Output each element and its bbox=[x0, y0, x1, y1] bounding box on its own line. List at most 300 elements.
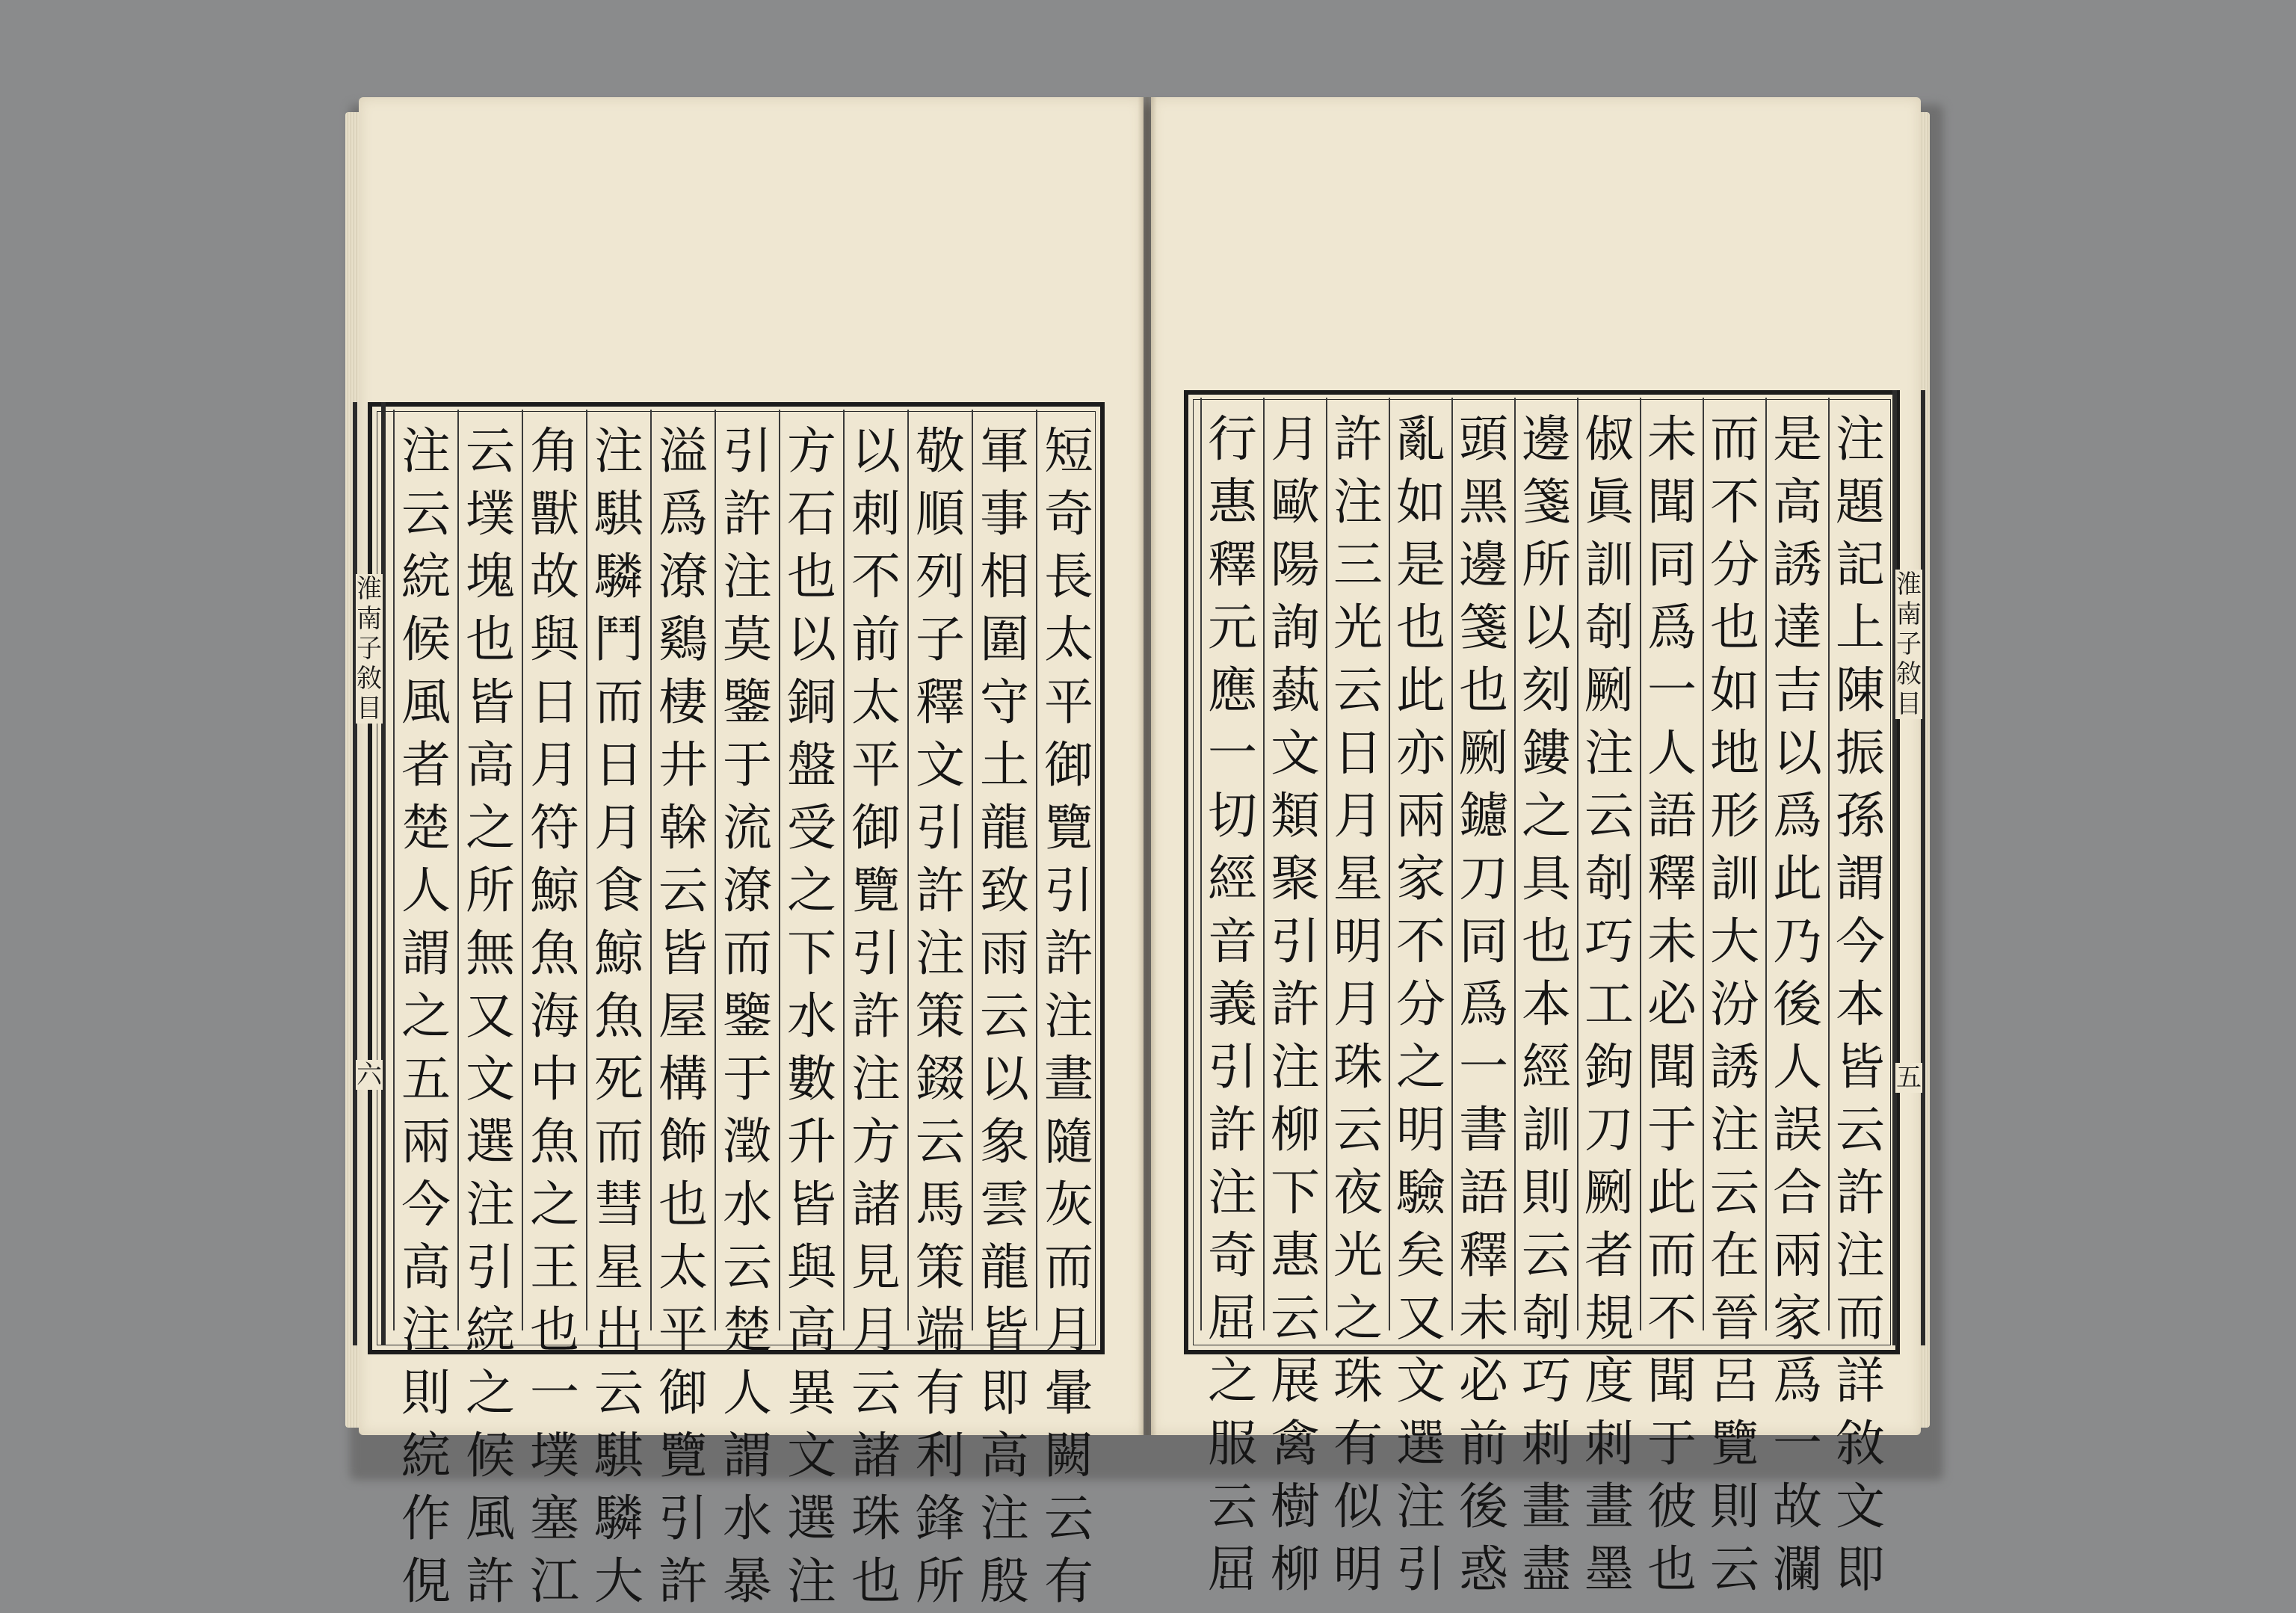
character: 隨 bbox=[1044, 1113, 1093, 1171]
character: 皆 bbox=[658, 925, 708, 982]
character: 驎 bbox=[594, 548, 644, 605]
character: 上 bbox=[1836, 599, 1885, 656]
character: 應 bbox=[1208, 661, 1257, 719]
character: 溢 bbox=[658, 422, 708, 480]
character: 所 bbox=[466, 862, 515, 919]
text-column bbox=[1327, 408, 1389, 1601]
character: 邊 bbox=[1459, 536, 1508, 593]
character: 訓 bbox=[1522, 1101, 1571, 1159]
character: 一 bbox=[1773, 1415, 1822, 1472]
character: 而 bbox=[723, 925, 772, 982]
character: 注 bbox=[1836, 1227, 1885, 1284]
character: 之 bbox=[1522, 787, 1571, 845]
character: 月 bbox=[851, 1301, 901, 1359]
character: 綄 bbox=[401, 548, 451, 605]
character: 規 bbox=[1584, 1289, 1634, 1347]
character: 頭 bbox=[1459, 410, 1508, 468]
character: 同 bbox=[1459, 913, 1508, 970]
character: 夜 bbox=[1333, 1164, 1383, 1221]
character: 之 bbox=[787, 862, 836, 919]
character: 出 bbox=[594, 1301, 644, 1359]
character: 軍 bbox=[980, 422, 1029, 480]
character: 許 bbox=[1208, 1101, 1257, 1159]
character: 順 bbox=[916, 485, 965, 543]
character: 合 bbox=[1773, 1164, 1822, 1221]
character: 本 bbox=[1522, 975, 1571, 1033]
character: 注 bbox=[401, 1301, 451, 1359]
character: 而 bbox=[594, 673, 644, 731]
character: 也 bbox=[1710, 599, 1759, 656]
character: 無 bbox=[466, 925, 515, 982]
character: 以 bbox=[1773, 724, 1822, 782]
character: 星 bbox=[594, 1239, 644, 1296]
character: 也 bbox=[466, 611, 515, 668]
character: 龍 bbox=[980, 799, 1029, 857]
character: 墣 bbox=[466, 485, 515, 543]
character: 具 bbox=[1522, 850, 1571, 907]
character: 云 bbox=[1584, 787, 1634, 845]
character: 列 bbox=[916, 548, 965, 605]
character: 許 bbox=[723, 485, 772, 543]
character: 許 bbox=[1836, 1164, 1885, 1221]
character: 如 bbox=[1396, 473, 1445, 531]
character: 釋 bbox=[1647, 850, 1697, 907]
character: 魚 bbox=[530, 1113, 579, 1171]
character: 類 bbox=[1271, 787, 1320, 845]
character: 亦 bbox=[1396, 724, 1445, 782]
character: 行 bbox=[1208, 410, 1257, 468]
character: 刀 bbox=[1459, 850, 1508, 907]
character: 者 bbox=[401, 736, 451, 794]
character: 文 bbox=[1271, 724, 1320, 782]
character: 之 bbox=[466, 1364, 515, 1422]
character: 題 bbox=[1836, 473, 1885, 531]
character: 以 bbox=[980, 1050, 1029, 1108]
book-gutter bbox=[1138, 97, 1157, 1435]
character: 異 bbox=[787, 1364, 836, 1422]
character: 驎 bbox=[594, 1490, 644, 1547]
character: 爲 bbox=[1459, 975, 1508, 1033]
character: 也 bbox=[787, 548, 836, 605]
character: 云 bbox=[1522, 1227, 1571, 1284]
character: 禽 bbox=[1271, 1415, 1320, 1472]
character: 爲 bbox=[1773, 787, 1822, 845]
character: 墨 bbox=[1584, 1540, 1634, 1598]
character: 達 bbox=[1773, 599, 1822, 656]
character: 食 bbox=[594, 862, 644, 919]
character: 三 bbox=[1333, 536, 1383, 593]
character: 鋒 bbox=[916, 1490, 965, 1547]
text-column bbox=[652, 420, 715, 1613]
character: 注 bbox=[1333, 473, 1383, 531]
right-page-number: 五 bbox=[1896, 1063, 1922, 1093]
character: 注 bbox=[401, 422, 451, 480]
character: 云 bbox=[1208, 1478, 1257, 1535]
character: 文 bbox=[787, 1427, 836, 1484]
character: 即 bbox=[980, 1364, 1029, 1422]
left-page-number: 六 bbox=[357, 1060, 382, 1090]
text-column bbox=[845, 420, 907, 1613]
character: 而 bbox=[1836, 1289, 1885, 1347]
character: 箋 bbox=[1459, 599, 1508, 656]
character: 飾 bbox=[658, 1113, 708, 1171]
title-char: 南 bbox=[1896, 599, 1922, 629]
character: 井 bbox=[658, 736, 708, 794]
character: 經 bbox=[1522, 1038, 1571, 1096]
character: 注 bbox=[1271, 1038, 1320, 1096]
character: 剞 bbox=[1584, 850, 1634, 907]
character: 注 bbox=[1396, 1478, 1445, 1535]
character: 構 bbox=[658, 1050, 708, 1108]
character: 土 bbox=[980, 736, 1029, 794]
character: 鉤 bbox=[1584, 1038, 1634, 1096]
character: 而 bbox=[1647, 1227, 1697, 1284]
character: 之 bbox=[466, 799, 515, 857]
right-page-center-column bbox=[1892, 390, 1925, 1345]
character: 銅 bbox=[787, 673, 836, 731]
title-char: 子 bbox=[357, 634, 382, 664]
character: 暴 bbox=[723, 1552, 772, 1610]
character: 注 bbox=[851, 1050, 901, 1108]
character: 下 bbox=[1271, 1164, 1320, 1221]
character: 云 bbox=[1710, 1164, 1759, 1221]
character: 引 bbox=[1208, 1038, 1257, 1096]
character: 平 bbox=[851, 736, 901, 794]
character: 以 bbox=[1522, 599, 1571, 656]
character: 誘 bbox=[1710, 1038, 1759, 1096]
character: 云 bbox=[916, 1113, 965, 1171]
character: 訓 bbox=[1710, 850, 1759, 907]
character: 方 bbox=[787, 422, 836, 480]
character: 樹 bbox=[1271, 1478, 1320, 1535]
character: 珠 bbox=[1333, 1038, 1383, 1096]
character: 注 bbox=[466, 1176, 515, 1233]
character: 爲 bbox=[1647, 599, 1697, 656]
character: 劂 bbox=[1584, 661, 1634, 719]
character: 服 bbox=[1208, 1415, 1257, 1472]
character: 則 bbox=[401, 1364, 451, 1422]
character: 聞 bbox=[1647, 1352, 1697, 1410]
character: 風 bbox=[401, 673, 451, 731]
character: 日 bbox=[594, 736, 644, 794]
character: 相 bbox=[980, 548, 1029, 605]
character: 俔 bbox=[401, 1552, 451, 1610]
character: 諸 bbox=[851, 1427, 901, 1484]
character: 云 bbox=[658, 862, 708, 919]
character: 而 bbox=[1044, 1239, 1093, 1296]
character: 月 bbox=[1333, 787, 1383, 845]
character: 彗 bbox=[594, 1176, 644, 1233]
character: 大 bbox=[1710, 913, 1759, 970]
character: 覽 bbox=[1710, 1415, 1759, 1472]
character: 許 bbox=[466, 1552, 515, 1610]
character: 人 bbox=[401, 862, 451, 919]
text-column bbox=[395, 420, 457, 1613]
character: 注 bbox=[723, 548, 772, 605]
character: 云 bbox=[1044, 1490, 1093, 1547]
character: 分 bbox=[1710, 536, 1759, 593]
character: 事 bbox=[980, 485, 1029, 543]
character: 不 bbox=[1647, 1289, 1697, 1347]
character: 惠 bbox=[1271, 1227, 1320, 1284]
character: 潦 bbox=[658, 548, 708, 605]
character: 汾 bbox=[1710, 975, 1759, 1033]
character: 是 bbox=[1396, 536, 1445, 593]
character: 莫 bbox=[723, 611, 772, 668]
character: 又 bbox=[466, 987, 515, 1045]
character: 見 bbox=[851, 1239, 901, 1296]
character: 覽 bbox=[851, 862, 901, 919]
character: 引 bbox=[1396, 1540, 1445, 1598]
character: 一 bbox=[1459, 1038, 1508, 1096]
text-column bbox=[1516, 408, 1577, 1601]
character: 陳 bbox=[1836, 661, 1885, 719]
character: 月 bbox=[1271, 410, 1320, 468]
text-column bbox=[1037, 420, 1100, 1613]
character: 水 bbox=[723, 1176, 772, 1233]
character: 注 bbox=[916, 925, 965, 982]
character: 許 bbox=[851, 987, 901, 1045]
character: 元 bbox=[1208, 599, 1257, 656]
character: 音 bbox=[1208, 913, 1257, 970]
character: 水 bbox=[787, 987, 836, 1045]
character: 鬥 bbox=[594, 611, 644, 668]
character: 受 bbox=[787, 799, 836, 857]
character: 云 bbox=[594, 1364, 644, 1422]
character: 鑒 bbox=[723, 987, 772, 1045]
character: 榦 bbox=[658, 799, 708, 857]
character: 下 bbox=[787, 925, 836, 982]
character: 刺 bbox=[851, 485, 901, 543]
character: 許 bbox=[658, 1552, 708, 1610]
character: 屈 bbox=[1208, 1540, 1257, 1598]
character: 所 bbox=[1522, 536, 1571, 593]
character: 柳 bbox=[1271, 1101, 1320, 1159]
character: 子 bbox=[916, 611, 965, 668]
character: 即 bbox=[1836, 1540, 1885, 1598]
text-column bbox=[1202, 408, 1263, 1601]
character: 明 bbox=[1396, 1101, 1445, 1159]
character: 在 bbox=[1710, 1227, 1759, 1284]
character: 聞 bbox=[1647, 1038, 1697, 1096]
character: 奇 bbox=[1208, 1227, 1257, 1284]
character: 騏 bbox=[594, 485, 644, 543]
character: 文 bbox=[1396, 1352, 1445, 1410]
character: 騏 bbox=[594, 1427, 644, 1484]
character: 一 bbox=[530, 1364, 579, 1422]
character: 珠 bbox=[1333, 1352, 1383, 1410]
character: 必 bbox=[1647, 975, 1697, 1033]
character: 魚 bbox=[530, 925, 579, 982]
character: 太 bbox=[851, 673, 901, 731]
character: 數 bbox=[787, 1050, 836, 1108]
character: 刀 bbox=[1584, 1101, 1634, 1159]
character: 而 bbox=[594, 1113, 644, 1171]
character: 暈 bbox=[1044, 1364, 1093, 1422]
character: 御 bbox=[851, 799, 901, 857]
character: 經 bbox=[1208, 850, 1257, 907]
character: 死 bbox=[594, 1050, 644, 1108]
character: 之 bbox=[1333, 1289, 1383, 1347]
character: 于 bbox=[723, 736, 772, 794]
text-column bbox=[716, 420, 779, 1613]
character: 語 bbox=[1647, 787, 1697, 845]
character: 鏤 bbox=[1522, 724, 1571, 782]
text-column bbox=[1704, 408, 1765, 1601]
character: 選 bbox=[787, 1490, 836, 1547]
character: 云 bbox=[466, 422, 515, 480]
character: 鯨 bbox=[594, 925, 644, 982]
character: 中 bbox=[530, 1050, 579, 1108]
character: 日 bbox=[1333, 724, 1383, 782]
character: 明 bbox=[1333, 1540, 1383, 1598]
character: 分 bbox=[1396, 975, 1445, 1033]
character: 光 bbox=[1333, 599, 1383, 656]
character: 謂 bbox=[723, 1427, 772, 1484]
character: 楚 bbox=[401, 799, 451, 857]
character: 也 bbox=[851, 1552, 901, 1610]
character: 作 bbox=[401, 1490, 451, 1547]
character: 澂 bbox=[723, 1113, 772, 1171]
character: 鑢 bbox=[1459, 787, 1508, 845]
character: 選 bbox=[1396, 1415, 1445, 1472]
character: 詢 bbox=[1271, 599, 1320, 656]
character: 前 bbox=[1459, 1415, 1508, 1472]
character: 今 bbox=[401, 1176, 451, 1233]
character: 守 bbox=[980, 673, 1029, 731]
character: 如 bbox=[1710, 661, 1759, 719]
character: 畫 bbox=[1584, 1478, 1634, 1535]
character: 石 bbox=[787, 485, 836, 543]
character: 巧 bbox=[1584, 913, 1634, 970]
character: 是 bbox=[1773, 410, 1822, 468]
character: 則 bbox=[1710, 1478, 1759, 1535]
character: 有 bbox=[916, 1364, 965, 1422]
text-column bbox=[1578, 408, 1640, 1601]
character: 錣 bbox=[916, 1050, 965, 1108]
character: 高 bbox=[466, 736, 515, 794]
character: 奇 bbox=[1044, 485, 1093, 543]
character: 光 bbox=[1333, 1227, 1383, 1284]
character: 人 bbox=[1647, 724, 1697, 782]
character: 箋 bbox=[1522, 473, 1571, 531]
character: 策 bbox=[916, 987, 965, 1045]
character: 有 bbox=[1044, 1552, 1093, 1610]
character: 于 bbox=[723, 1050, 772, 1108]
character: 蓺 bbox=[1271, 661, 1320, 719]
character: 未 bbox=[1647, 410, 1697, 468]
character: 于 bbox=[1647, 1101, 1697, 1159]
character: 歐 bbox=[1271, 473, 1320, 531]
character: 聚 bbox=[1271, 850, 1320, 907]
character: 于 bbox=[1647, 1415, 1697, 1472]
character: 邊 bbox=[1522, 410, 1571, 468]
character: 日 bbox=[530, 673, 579, 731]
character: 長 bbox=[1044, 548, 1093, 605]
character: 亂 bbox=[1396, 410, 1445, 468]
character: 角 bbox=[530, 422, 579, 480]
character: 許 bbox=[1333, 410, 1383, 468]
character: 謂 bbox=[401, 925, 451, 982]
character: 潦 bbox=[723, 862, 772, 919]
character: 後 bbox=[1773, 975, 1822, 1033]
character: 度 bbox=[1584, 1352, 1634, 1410]
character: 覽 bbox=[658, 1427, 708, 1484]
character: 也 bbox=[1647, 1540, 1697, 1598]
character: 注 bbox=[1044, 987, 1093, 1045]
character: 振 bbox=[1836, 724, 1885, 782]
text-column bbox=[523, 420, 586, 1613]
character: 御 bbox=[1044, 736, 1093, 794]
character: 利 bbox=[916, 1427, 965, 1484]
character: 以 bbox=[851, 422, 901, 480]
character: 畫 bbox=[1522, 1478, 1571, 1535]
character: 風 bbox=[466, 1490, 515, 1547]
character: 許 bbox=[916, 862, 965, 919]
character: 所 bbox=[916, 1552, 965, 1610]
character: 敬 bbox=[916, 422, 965, 480]
character: 雨 bbox=[980, 925, 1029, 982]
character: 楚 bbox=[723, 1301, 772, 1359]
title-char: 南 bbox=[357, 604, 382, 634]
character: 訓 bbox=[1584, 536, 1634, 593]
character: 之 bbox=[1396, 1038, 1445, 1096]
character: 驗 bbox=[1396, 1164, 1445, 1221]
character: 引 bbox=[916, 799, 965, 857]
character: 珠 bbox=[851, 1490, 901, 1547]
character: 人 bbox=[723, 1364, 772, 1422]
character: 俶 bbox=[1584, 410, 1634, 468]
character: 家 bbox=[1396, 850, 1445, 907]
character: 殷 bbox=[980, 1552, 1029, 1610]
character: 黑 bbox=[1459, 473, 1508, 531]
character: 孫 bbox=[1836, 787, 1885, 845]
character: 者 bbox=[1584, 1227, 1634, 1284]
character: 此 bbox=[1647, 1164, 1697, 1221]
character: 星 bbox=[1333, 850, 1383, 907]
character: 此 bbox=[1773, 850, 1822, 907]
character: 盤 bbox=[787, 736, 836, 794]
character: 刺 bbox=[1584, 1415, 1634, 1472]
title-char: 淮 bbox=[1896, 570, 1922, 599]
character: 詳 bbox=[1836, 1352, 1885, 1410]
character: 明 bbox=[1333, 913, 1383, 970]
character: 同 bbox=[1647, 536, 1697, 593]
left-page-center-column bbox=[353, 402, 386, 1345]
character: 誤 bbox=[1773, 1101, 1822, 1159]
character: 云 bbox=[1333, 1101, 1383, 1159]
character: 鷄 bbox=[658, 611, 708, 668]
character: 地 bbox=[1710, 724, 1759, 782]
character: 云 bbox=[723, 1239, 772, 1296]
character: 高 bbox=[787, 1301, 836, 1359]
character: 盡 bbox=[1522, 1540, 1571, 1598]
character: 升 bbox=[787, 1113, 836, 1171]
character: 月 bbox=[530, 736, 579, 794]
character: 敘 bbox=[1836, 1415, 1885, 1472]
character: 高 bbox=[401, 1239, 451, 1296]
character: 候 bbox=[401, 611, 451, 668]
character: 不 bbox=[851, 548, 901, 605]
character: 符 bbox=[530, 799, 579, 857]
character: 刺 bbox=[1522, 1415, 1571, 1472]
character: 鯨 bbox=[530, 862, 579, 919]
character: 矣 bbox=[1396, 1227, 1445, 1284]
character: 人 bbox=[1773, 1038, 1822, 1096]
character: 之 bbox=[401, 987, 451, 1045]
character: 引 bbox=[1271, 913, 1320, 970]
character: 致 bbox=[980, 862, 1029, 919]
